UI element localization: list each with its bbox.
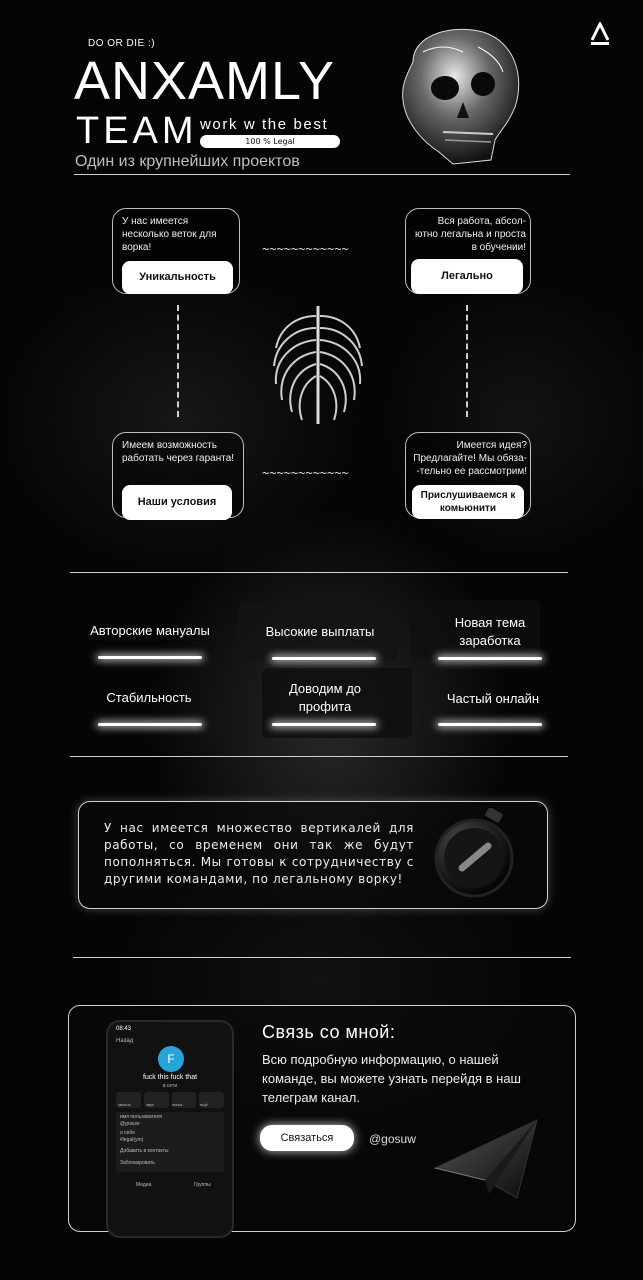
section-divider-2	[70, 756, 568, 757]
logo-icon[interactable]	[590, 22, 610, 46]
conditions-button[interactable]: Наши условия	[122, 485, 232, 520]
phone-avatar: F	[158, 1046, 184, 1072]
contact-title: Связь со мной:	[262, 1022, 396, 1042]
phone-info-line: @gosuw	[120, 1121, 140, 1127]
motto: work w the best	[200, 116, 329, 133]
card-uniqueness-text: У нас имеется несколько веток для ворка!	[122, 216, 217, 253]
community-button[interactable]: Прислушиваемся к комьюнити	[412, 485, 524, 519]
glow-bar	[272, 657, 376, 660]
glow-bar	[98, 723, 202, 726]
subtitle: Один из крупнейших проектов	[75, 153, 300, 170]
card-legal-text: Вся работа, абсол- ютно легальна и проста в обучении!	[415, 216, 526, 253]
connector-bottom: ~~~~~~~~~~~~	[262, 466, 349, 480]
glow-bar	[438, 657, 542, 660]
glow-bar	[98, 656, 202, 659]
feature-payouts: Высокие выплаты	[265, 624, 375, 639]
paper-plane-icon	[433, 1118, 543, 1202]
phone-channel-sub: в сети	[162, 1083, 178, 1089]
telegram-handle[interactable]: @gosuw	[369, 1132, 416, 1146]
info-text: У нас имеется множество вертикалей для работы, со временем они так же будут пополняться. Мы готовы к сотрудничеству с другими командами, по легальному ворку!	[104, 821, 414, 886]
contact-body: Всю подробную информацию, о нашей команде, вы можете узнать перейдя в наш телеграм канал.	[262, 1052, 521, 1105]
phone-info-line: #legal(ym)	[120, 1137, 144, 1143]
connector-top: ~~~~~~~~~~~~	[262, 242, 349, 256]
uniqueness-button[interactable]: Уникальность	[122, 261, 233, 294]
stopwatch-icon	[430, 808, 520, 900]
header-divider	[74, 174, 570, 175]
phone-action-label: поиск	[172, 1102, 183, 1107]
phone-tab-media: Медиа	[136, 1182, 152, 1188]
feature-online: Частый онлайн	[446, 691, 540, 706]
phone-info-line: Заблокировать	[120, 1160, 155, 1166]
phone-info-line: Добавить в контакты	[120, 1148, 169, 1154]
legal-button[interactable]: Легально	[411, 259, 523, 294]
phone-info-line: имя пользователя	[120, 1114, 162, 1120]
connector-right	[466, 305, 470, 417]
phone-time: 08:43	[116, 1026, 132, 1032]
phone-tab-groups: Группы	[194, 1182, 211, 1188]
glow-bar	[438, 723, 542, 726]
card-community-text: Имеется идея? Предлагайте! Мы обяза- -тельно ее рассмотрим!	[413, 440, 527, 477]
phone-action-label: ещё	[200, 1102, 208, 1107]
section-divider-1	[70, 572, 568, 573]
phone-action-label: звук	[146, 1102, 154, 1107]
legal-badge: 100 % Legal	[200, 135, 340, 148]
feature-manuals: Авторские мануалы	[90, 623, 210, 638]
phone-info-line: о себе	[120, 1130, 135, 1136]
feature-new-theme: Новая тема заработка	[454, 615, 526, 648]
connector-left	[177, 305, 181, 417]
brand-title: ANXAMLY	[74, 51, 336, 111]
feature-stability: Стабильность	[106, 690, 192, 705]
crystal-skull-icon	[383, 22, 528, 165]
phone-mockup	[106, 1020, 234, 1238]
glow-bar	[272, 723, 376, 726]
team-title: TEAM	[76, 110, 198, 152]
phone-action-label: звонок	[118, 1102, 131, 1107]
phone-back: Назад	[116, 1038, 134, 1044]
section-divider-3	[73, 957, 571, 958]
tagline: DO OR DIE :)	[88, 38, 156, 49]
card-conditions-text: Имеем возможность работать через гаранта!	[122, 440, 235, 464]
feature-profit: Доводим до профита	[288, 681, 362, 714]
contact-button[interactable]: Связаться	[260, 1125, 354, 1151]
phone-channel-name: fuck this fuck that	[142, 1074, 198, 1081]
ribcage-icon	[266, 300, 370, 430]
